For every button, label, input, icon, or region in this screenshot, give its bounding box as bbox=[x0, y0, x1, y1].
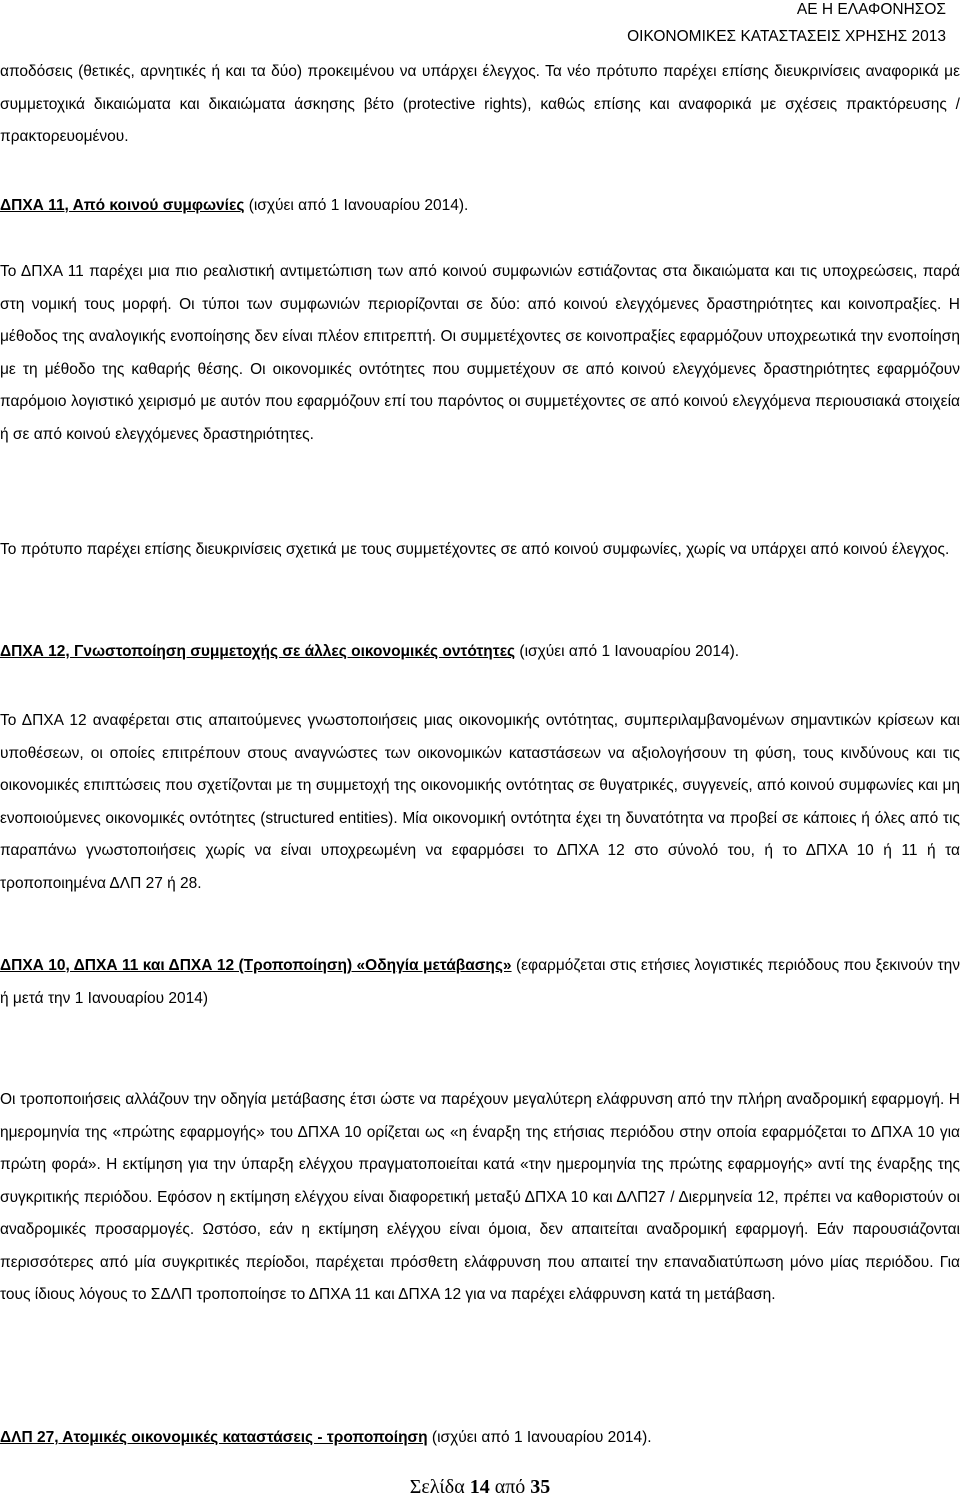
footer-of-word: από bbox=[494, 1476, 526, 1498]
heading-ifrs12 bbox=[0, 636, 960, 669]
heading-transition-guidance-effective: (εφαρμόζεται στις ετήσιες λογιστικές περιόδους που ξεκινούν την ή μετά την 1 Ιανουαρίου 2014) bbox=[0, 957, 960, 1007]
heading-ifrs11-title: ΔΠΧΑ 11, Από κοινού συμφωνίες bbox=[0, 197, 245, 214]
heading-ifrs12-effective-date: (ισχύει από 1 Ιανουαρίου 2014). bbox=[515, 643, 740, 660]
footer-page-number: 14 bbox=[469, 1476, 490, 1498]
paragraph-ifrs11-description: Το ΔΠΧΑ 11 παρέχει μια πιο ρεαλιστική αντιμετώπιση των από κοινού συμφωνιών εστιάζοντας στα δικαιώματα και τις υποχρεώσεις, παρά στη νομική τους μορφή. Οι τύποι των συμφωνιών περιορίζονται σε δύο: από κοινού ελεγχόμενες δραστηριότητες και κοινοπραξίες. Η μέθοδος της αναλογικής ενοποίησης δεν είναι πλέον επιτρεπτή. Οι συμμετέχοντες σε κοινοπραξίες εφαρμόζουν υποχρεωτικά την ενοποίηση με τη μέθοδο της καθαρής θέσης. Οι οικονομικές οντότητες που συμμετέχουν σε από κοινού ελεγχόμενες δραστηριότητες εφαρμόζουν παρόμοιο λογιστικό χειρισμό με αυτόν που εφαρμόζουν επί του παρόντος οι συμμετέχοντες σε από κοινού ελεγχόμενα περιουσιακά στοιχεία ή σε από κοινού ελεγχόμενες δραστηριότητες. bbox=[0, 263, 960, 443]
paragraph-ifrs12-description: Το ΔΠΧΑ 12 αναφέρεται στις απαιτούμενες γνωστοποιήσεις μιας οικονομικής οντότητας, συμπεριλαμβανομένων σημαντικών κρίσεων και υποθέσεων, οι οποίες επιτρέπουν στους αναγνώστες των οικονομικών καταστάσεων να αξιολογήσουν τη φύση, τους κινδύνους και τις οικονομικές επιπτώσεις που σχετίζονται με τη συμμετοχή της οικονομικής οντότητας σε θυγατρικές, συγγενείς, από κοινού συμφωνίες και μη ενοποιούμενες οικονομικές οντότητες (structured entities). Μία οικονομική οντότητα έχει τη δυνατότητα να προβεί σε κάποιες ή όλες από τις παραπάνω γνωστοποιήσεις χωρίς να είναι υποχρεωμένη να εφαρμόσει το ΔΠΧΑ 12 στο σύνολό του, ή το ΔΠΧΑ 10 ή 11 ή τα τροποποιημένα ΔΛΠ 27 ή 28. bbox=[0, 712, 960, 892]
heading-ifrs12-title: ΔΠΧΑ 12, Γνωστοποίηση συμμετοχής σε άλλες οικονομικές οντότητες bbox=[0, 643, 516, 660]
paragraph-transition-guidance: Οι τροποποιήσεις αλλάζουν την οδηγία μετάβασης έτσι ώστε να παρέχουν μεγαλύτερη ελάφρυνση από την πλήρη αναδρομική εφαρμογή. Η ημερομηνία της «πρώτης εφαρμογής» του ΔΠΧΑ 10 ορίζεται ως «η έναρξη της ετήσιας περιόδου στην οποία εφαρμόζεται το ΔΠΧΑ 10 για πρώτη φορά». Η εκτίμηση για την ύπαρξη ελέγχου πραγματοποιείται κατά «την ημερομηνία της πρώτης εφαρμογής» αντί της έναρξης της συγκριτικής περιόδου. Εφόσον η εκτίμηση ελέγχου είναι διαφορετική μεταξύ ΔΠΧΑ 10 και ΔΛΠ27 / Διερμηνεία 12, πρέπει να καθοριστούν οι αναδρομικές προσαρμογές. Ωστόσο, εάν η εκτίμηση ελέγχου είναι όμοια, δεν απαιτείται αναδρομική εφαρμογή. Εάν παρουσιάζονται περισσότερες από μία συγκριτικές περίοδοι, παρέχεται πρόσθετη ελάφρυνση που απαιτεί την επαναδιατύπωση μόνο μίας περιόδου. Για τους ίδιους λόγους το ΣΔΛΠ τροποποίησε το ΔΠΧΑ 11 και ΔΠΧΑ 12 για να παρέχει ελάφρυνση κατά τη μετάβαση. bbox=[0, 1091, 960, 1303]
footer-page-word: Σελίδα bbox=[409, 1476, 465, 1498]
page-number-footer bbox=[0, 1475, 960, 1499]
heading-ias27-effective-date: (ισχύει από 1 Ιανουαρίου 2014). bbox=[427, 1429, 652, 1446]
heading-ifrs11 bbox=[0, 190, 960, 223]
paragraph-control-returns: αποδόσεις (θετικές, αρνητικές ή και τα δύο) προκειμένου να υπάρχει έλεγχος. Τα νέο πρότυπο παρέχει επίσης διευκρινίσεις αναφορικά με συμμετοχικά δικαιώματα και δικαιώματα άσκησης βέτο (protective rights), καθώς επίσης και αναφορικά με σχέσεις πρακτόρευσης / πρακτορευομένου. bbox=[0, 63, 960, 145]
header-document-title: ΟΙΚΟΝΟΜΙΚΕΣ ΚΑΤΑΣΤΑΣΕΙΣ ΧΡΗΣΗΣ 2013 bbox=[627, 28, 946, 45]
heading-ias27 bbox=[0, 1422, 960, 1455]
paragraph-ifrs11-clarifications: Το πρότυπο παρέχει επίσης διευκρινίσεις σχετικά με τους συμμετέχοντες σε από κοινού συμφωνίες, χωρίς να υπάρχει από κοινού έλεγχος. bbox=[0, 541, 950, 558]
heading-transition-guidance-title: ΔΠΧΑ 10, ΔΠΧΑ 11 και ΔΠΧΑ 12 (Τροποποίηση) «Οδηγία μετάβασης» bbox=[0, 957, 512, 974]
heading-ias27-title: ΔΛΠ 27, Ατομικές οικονομικές καταστάσεις - τροποποίηση bbox=[0, 1429, 428, 1446]
heading-transition-guidance bbox=[0, 950, 960, 1015]
heading-ifrs11-effective-date: (ισχύει από 1 Ιανουαρίου 2014). bbox=[244, 197, 469, 214]
header-company-name: ΑΕ Η ΕΛΑΦΟΝΗΣΟΣ bbox=[796, 1, 946, 18]
footer-total-pages: 35 bbox=[530, 1476, 551, 1498]
